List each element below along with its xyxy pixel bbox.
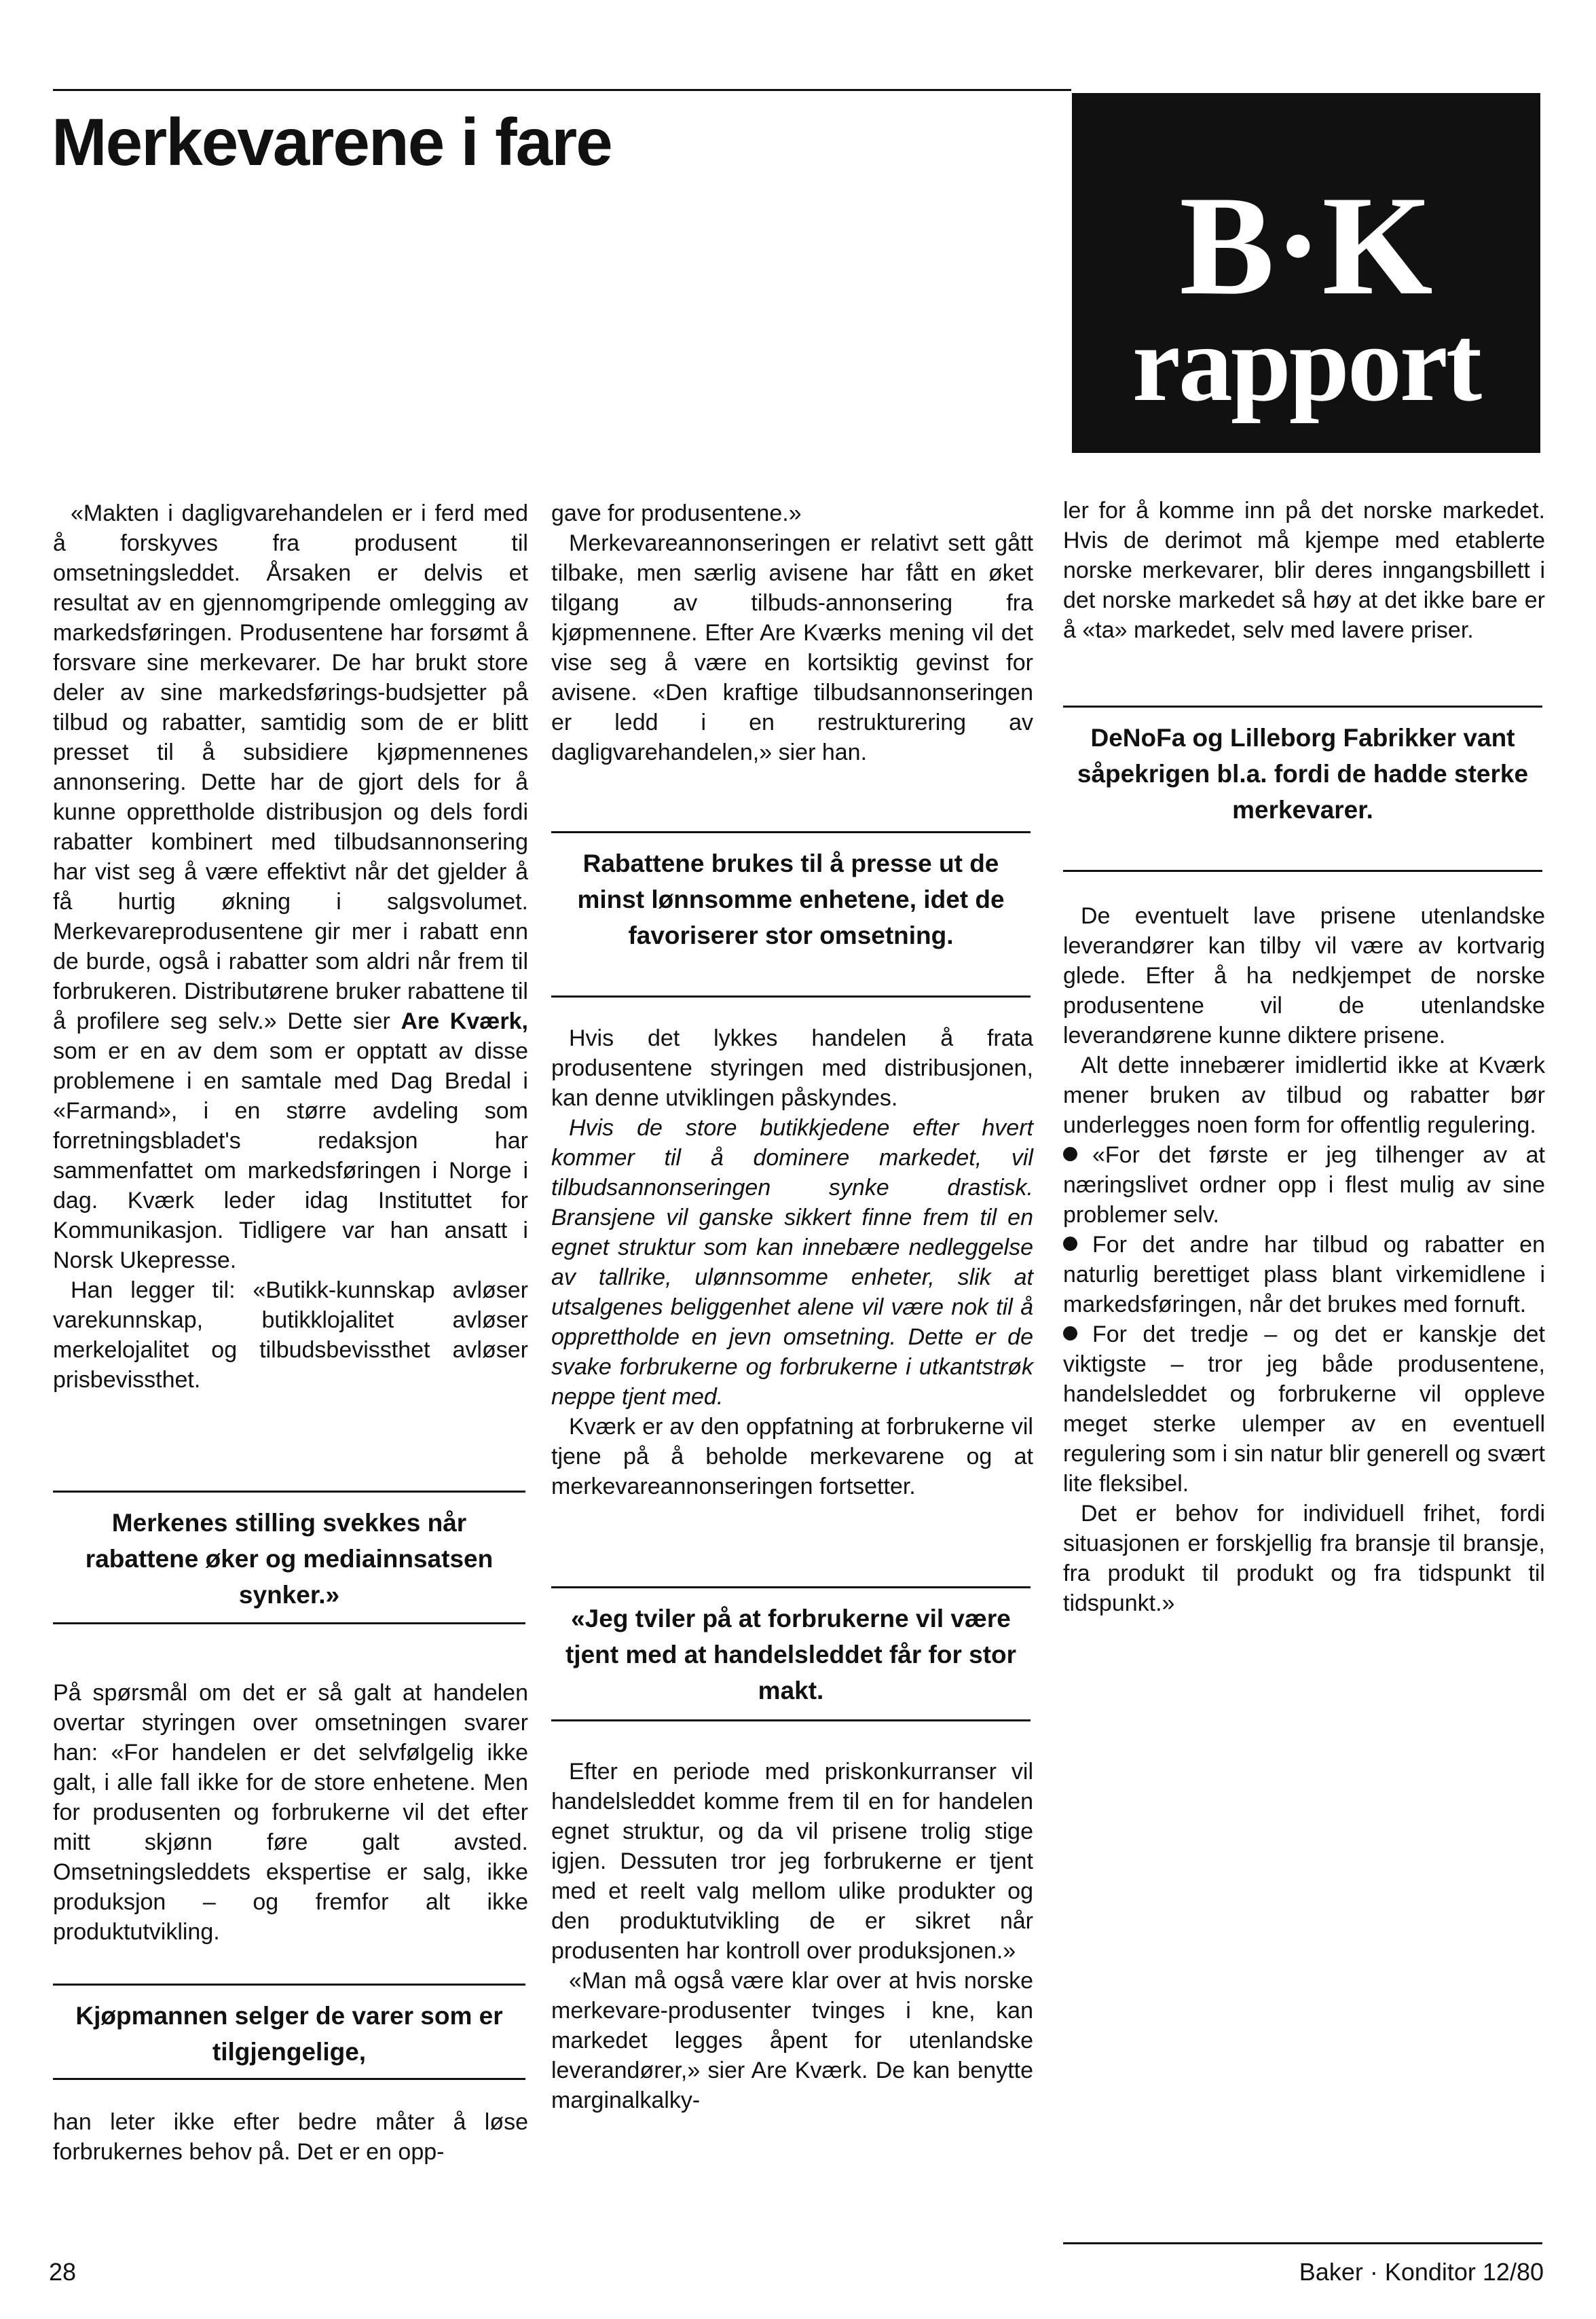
pull-quote: Rabattene brukes til å presse ut de minst lønnsomme enhetene, idet de favoriserer stor omsetning. [551,831,1031,998]
paragraph: Merkevareannonseringen er relativt sett gått tilbake, men særlig avisene har fått en øket tilgang av tilbuds-annonsering fra kjøpmennene. Efter Are Kværks mening vil det vise seg å være en kortsiktig gevinst for avisene. «Den kraftige tilbudsannonseringen er ledd i en restrukturering av dagligvarehandelen,» sier han. [551,530,1033,765]
bullet-text: «For det første er jeg tilhenger av at næringslivet ordner opp i flest mulig av sine problemer selv. [1063,1142,1545,1228]
bullet-icon [1063,1326,1077,1340]
column-3-top [1063,496,1545,645]
pull-quote: DeNoFa og Lilleborg Fabrikker vant såpekrigen bl.a. fordi de hadde sterke merkevarer. [1063,706,1542,872]
paragraph: gave for produsentene.» [551,500,802,526]
paragraph: Han legger til: «Butikk-kunnskap avløser varekunnskap, butikklojalitet avløser merkelojalitet og tilbudsbevissthet avløser prisbevissthet. [53,1277,528,1393]
logo-text: B·K [1179,167,1433,325]
column-1-middle [53,1678,528,1947]
pull-quote: «Jeg tviler på at forbrukerne vil være tjent med at handelsleddet får for stor makt. [551,1586,1031,1721]
column-1-top [53,498,528,1395]
bullet-item [1063,1140,1545,1230]
column-1-bottom [53,2107,528,2167]
bullet-icon [1063,1237,1077,1251]
article-title: Merkevarene i fare [52,105,612,179]
paragraph: Efter en periode med priskonkurranser vil handelsleddet komme frem til en for handelen egnet struktur, og da vil prisene trolig stige igjen. Dessuten tror jeg forbrukerne er tjent med et reelt valg mellom ulike produkter og den produktutvikling de er sikret når produsenten har kontroll over produksjonen.» [551,1759,1033,1964]
paragraph: Hvis det lykkes handelen å frata produsentene styringen med distribusjonen, kan denne utviklingen påskyndes. [551,1025,1033,1111]
column-2-middle [551,1023,1033,1501]
paragraph-text: som er en av dem som er opptatt av disse problemene i en samtale med Dag Bredal i «Farmand», i en større avdeling som forretningsbladet's redaksjon har sammenfattet om markedsføringen i Norge i dag. Kværk leder idag Instituttet for Kommunikasjon. Tidligere var han ansatt i Norsk Ukepresse. [53,1038,528,1273]
paragraph: Det er behov for individuell frihet, fordi situasjonen er forskjellig fra bransje til bransje, fra produkt til produkt og fra tidspunkt til tidspunkt.» [1063,1501,1545,1616]
column-2-top [551,498,1033,767]
page-number: 28 [49,2258,77,2286]
pull-quote: Kjøpmannen selger de varer som er tilgjengelige, [53,1984,525,2080]
person-name: Are Kværk, [401,1008,528,1034]
bullet-item [1063,1319,1545,1499]
paragraph: De eventuelt lave prisene utenlandske leverandører kan tilby vil være av kortvarig glede. Efter å ha nedkjempet de norske produsentene vil de utenlandske leverandørene kunne diktere prisene. [1063,903,1545,1048]
bullet-icon [1063,1147,1077,1161]
paragraph: Alt dette innebærer imidlertid ikke at Kværk mener bruken av tilbud og rabatter bør underlegges noen form for offentlig regulering. [1063,1053,1545,1138]
column-3-body [1063,901,1545,1618]
pull-quote: Merkenes stilling svekkes når rabattene øker og mediainnsatsen synker.» [53,1491,525,1624]
bk-rapport-logo [1072,93,1540,453]
logo-subtitle: rapport [1132,303,1481,424]
paragraph [53,498,528,1275]
bullet-item [1063,1230,1545,1319]
paragraph: Kværk er av den oppfatning at forbrukerne vil tjene på å beholde merkevarene og at merkevareannonseringen fortsetter. [551,1414,1033,1499]
column-2-bottom [551,1757,1033,2115]
paragraph-text: «Makten i dagligvarehandelen er i ferd med å forskyves fra produsent til omsetningsleddet. Årsaken er delvis et resultat av en gjennomgripende omlegging av markedsføringen. Produsentene har forsømt å forsvare sine merkevarer. De har brukt store deler av sine markedsførings-budsjetter på tilbud og rabatter, samtidig som de er blitt presset til å subsidiere kjøpmennenes annonsering. Dette har de gjort dels for å kunne opprettholde distribusjon og dels fordi rabatter kombinert med tilbudsannonsering har vist seg å være effektivt når det gjelder å få hurtig økning i salgsvolumet. Merkevareprodusentene gir mer i rabatt enn de burde, også i rabatter som aldri når frem til forbrukeren. Distributørene bruker rabattene til å profilere seg selv.» Dette sier [53,500,528,1034]
bullet-text: For det andre har tilbud og rabatter en naturlig berettiget plass blant virkemidlene i markedsføringen, når det brukes med fornuft. [1063,1232,1545,1317]
paragraph: Hvis de store butikkjedene efter hvert kommer til å dominere markedet, vil tilbudsannonseringen synke drastisk. Bransjene vil ganske sikkert finne frem til en egnet struktur som kan innebære nedleggelse av tallrike, ulønnsomme enheter, slik at utsalgenes beliggenhet alene vil være nok til å opprettholde en jevn omsetning. Dette er de svake forbrukerne og forbrukerne i utkantstrøk neppe tjent med. [551,1115,1033,1410]
paragraph: han leter ikke efter bedre måter å løse forbrukernes behov på. Det er en opp- [53,2109,528,2165]
bullet-text: For det tredje – og det er kanskje det viktigste – tror jeg både produsentene, handelsleddet og forbrukerne vil oppleve meget sterke ulemper av en eventuell regulering som i sin natur blir generell og svært lite fleksibel. [1063,1321,1545,1497]
column-end-rule [1063,2242,1542,2244]
header-rule [53,89,1071,91]
paragraph: På spørsmål om det er så galt at handelen overtar styringen over omsetningen svarer han: «For handelen er det selvfølgelig ikke galt, i alle fall ikke for de store enhetene. Men for produsenten og forbrukerne vil det efter mitt skjønn føre galt avsted. Omsetningsleddets ekspertise er salg, ikke produksjon – og fremfor alt ikke produktutvikling. [53,1680,528,1945]
magazine-issue: Baker · Konditor 12/80 [1299,2258,1544,2286]
paragraph: «Man må også være klar over at hvis norske merkevare-produsenter tvinges i kne, kan markedet legges åpent for utenlandske leverandører,» sier Are Kværk. De kan benytte marginalkalky- [551,1968,1033,2113]
paragraph: ler for å komme inn på det norske markedet. Hvis de derimot må kjempe med etablerte norske merkevarer, blir deres inngangsbillett i det norske markedet så høy at det ikke bare er å «ta» markedet, selv med lavere priser. [1063,498,1545,643]
